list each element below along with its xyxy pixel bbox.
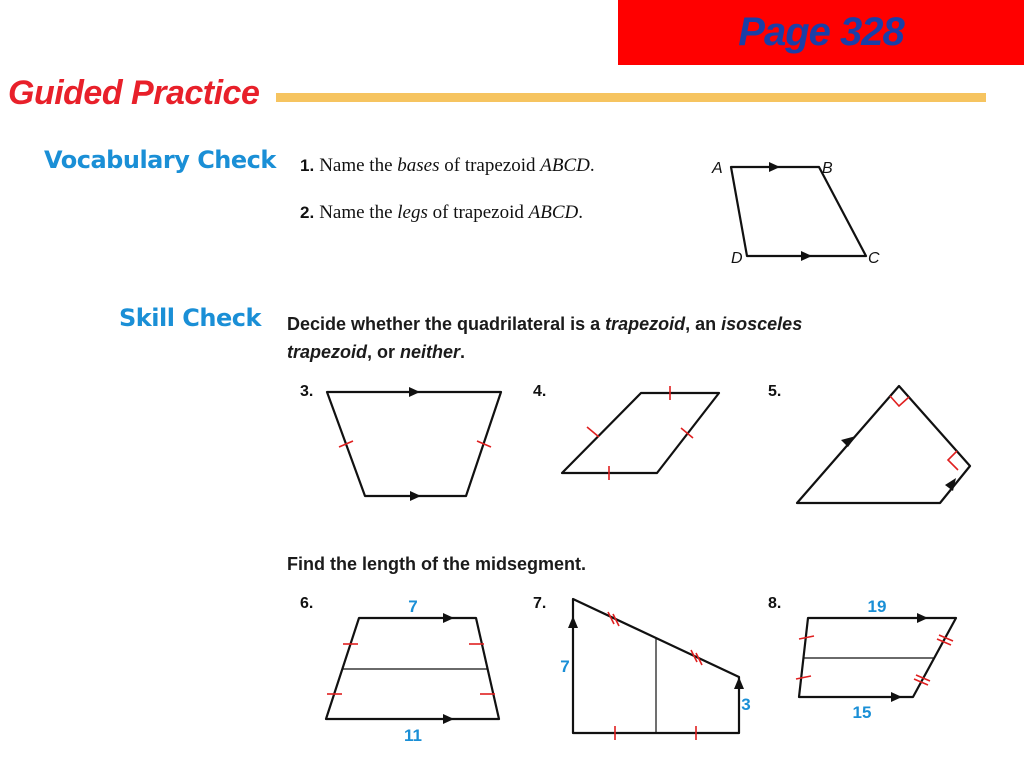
question-emphasis: bases (397, 155, 440, 176)
right-angle-mark (948, 451, 958, 470)
instruction-text: , an (685, 314, 722, 334)
length-label-bottom: 11 (404, 726, 422, 745)
arrow-head (410, 491, 421, 501)
length-label-top: 19 (867, 597, 887, 616)
vertex-label-c: C (868, 250, 880, 267)
question-text: of trapezoid (427, 202, 529, 223)
figure-name: ABCD (528, 202, 579, 223)
question-text: . (578, 202, 583, 223)
problem-number-8: 8. (768, 595, 782, 612)
question-emphasis: legs (397, 202, 428, 223)
figure-5-quadrilateral (790, 380, 980, 510)
figure-name: ABCD (540, 155, 590, 176)
question-2 (300, 202, 583, 224)
instruction-term: isosceles (721, 314, 803, 334)
vertex-label-b: B (822, 160, 833, 177)
arrow-head (734, 677, 744, 689)
problem-number-6: 6. (300, 595, 314, 612)
title-rule (276, 93, 986, 102)
instruction-term: neither (400, 342, 461, 362)
vertex-label-a: A (712, 160, 723, 177)
section-title: Guided Practice (8, 74, 260, 112)
problem-number-3: 3. (300, 383, 314, 400)
problem-number-4: 4. (533, 383, 547, 400)
instruction-text: , or (367, 342, 401, 362)
length-label-bottom: 15 (852, 703, 872, 722)
quadrilateral (797, 386, 970, 503)
page-banner (618, 0, 1024, 65)
question-text: Name the (319, 155, 398, 176)
trapezoid-abcd-figure (700, 150, 900, 275)
congruence-tick (796, 676, 811, 679)
arrow-head (917, 613, 928, 623)
instruction-text: . (460, 342, 466, 362)
quadrilateral (327, 392, 501, 496)
instruction-term: trapezoid (605, 314, 686, 334)
question-number: 2. (300, 203, 315, 222)
problem-number-7: 7. (533, 595, 547, 612)
instruction-term: trapezoid (287, 342, 368, 362)
length-label-top: 7 (408, 597, 418, 616)
arrow-head (443, 613, 454, 623)
skill-check-heading: Skill Check (119, 304, 261, 332)
vertex-label-d: D (731, 250, 743, 267)
right-angle-mark (890, 396, 909, 406)
figure-7-trapezoid-midsegment (555, 590, 770, 755)
figure-6-trapezoid-midsegment (318, 590, 513, 750)
figure-4-rhombus (555, 385, 730, 485)
question-number: 1. (300, 156, 315, 175)
quadrilateral (562, 393, 719, 473)
problem-number-5: 5. (768, 383, 782, 400)
length-label-right: 3 (741, 695, 751, 714)
question-text: of trapezoid (439, 155, 541, 176)
arrow-head (769, 162, 780, 172)
arrow-head (801, 251, 812, 261)
arrow-head (443, 714, 454, 724)
page-number: Page 328 (738, 10, 904, 54)
figure-8-trapezoid-midsegment (790, 590, 970, 730)
arrow-head (891, 692, 902, 702)
arrow-head (568, 616, 578, 628)
arrow-head (409, 387, 420, 397)
instruction-text: Decide whether the quadrilateral is a (287, 314, 606, 334)
length-label-left: 7 (560, 657, 570, 676)
vocabulary-check-heading: Vocabulary Check (44, 146, 276, 174)
figure-3-isosceles-trapezoid (320, 385, 510, 505)
midsegment-instruction: Find the length of the midsegment. (287, 554, 586, 574)
arrow-head (945, 478, 956, 491)
question-text: Name the (319, 202, 398, 223)
trapezoid-abcd (731, 167, 866, 256)
congruence-tick (587, 427, 599, 437)
question-text: . (589, 155, 595, 176)
question-1 (300, 155, 595, 177)
arrow-head (841, 436, 856, 447)
skill-instruction (287, 310, 907, 366)
